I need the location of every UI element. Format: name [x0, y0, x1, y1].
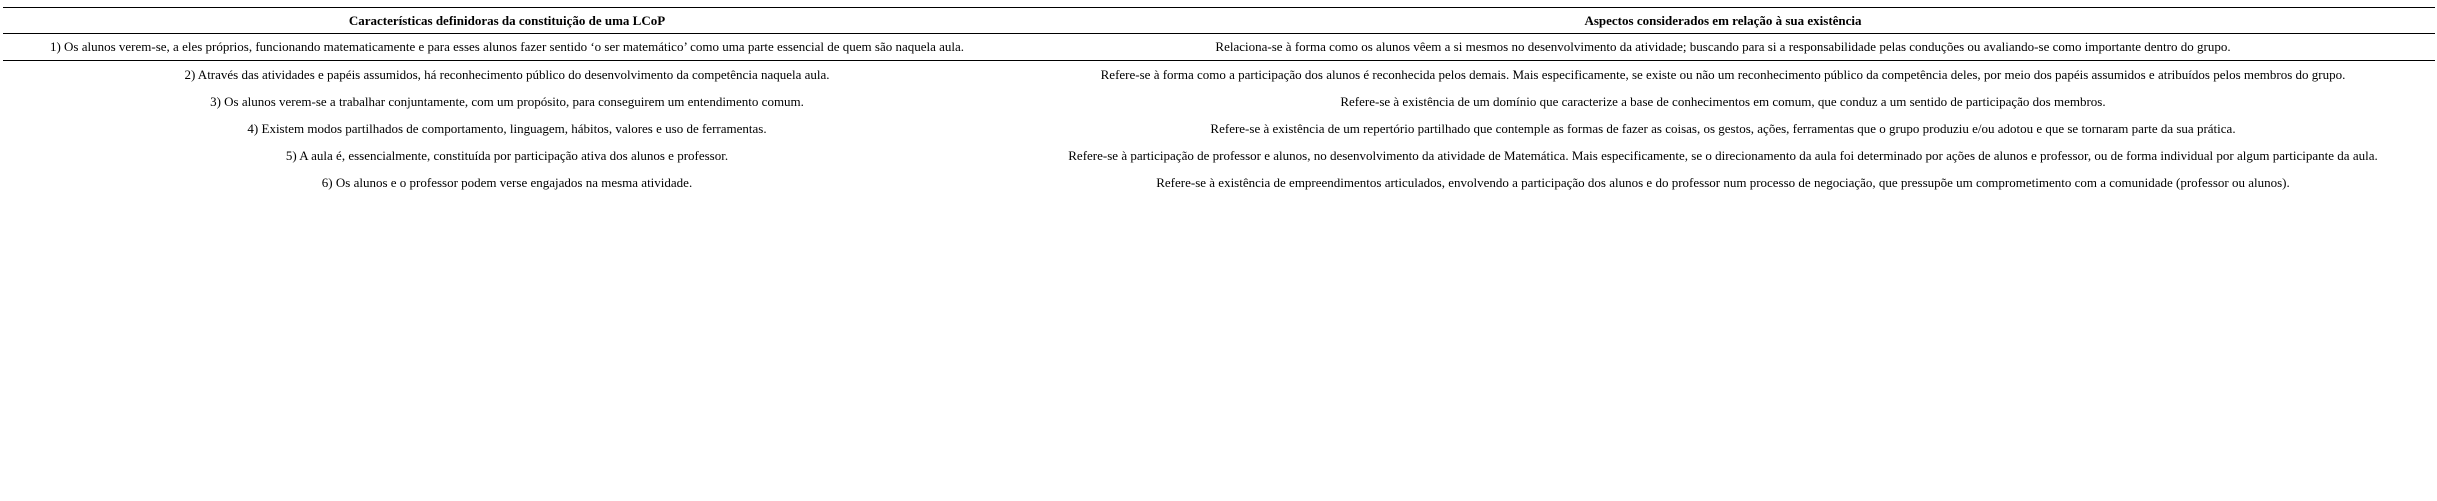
characteristic-cell: 6) Os alunos e o professor podem verse engajados na mesma atividade. — [321, 174, 693, 190]
aspect-cell: Refere-se à forma como a participação dos alunos é reconhecida pelos demais. Mais especificamente, se existe ou não um reconhecimento público da competência deles, por meio dos papéis assumidos e atribuídos pelos membros do grupo. — [1100, 66, 2346, 82]
table-header — [3, 8, 2435, 34]
table-row — [3, 169, 2435, 196]
characteristic-cell: 1) Os alunos verem-se, a eles próprios, funcionando matematicamente e para esses alunos fazer sentido ‘o ser matemático’ como uma parte essencial de quem são naquela aula. — [49, 39, 965, 54]
aspect-cell: Refere-se à existência de um repertório partilhado que contemple as formas de fazer as coisas, os gestos, ações, ferramentas que o grupo produziu e/ou adotou e que se tornaram parte da sua prática. — [1210, 120, 2236, 136]
aspect-cell: Relaciona-se à forma como os alunos vêem a si mesmos no desenvolvimento da atividade; buscando para si a responsabilidade pelas conduções ou avaliando-se como importante dentro do grupo. — [1215, 39, 2231, 54]
characteristic-cell: 4) Existem modos partilhados de comportamento, linguagem, hábitos, valores e uso de ferramentas. — [247, 120, 767, 136]
header-characteristics: Características definidoras da constituição de uma LCoP — [348, 12, 666, 28]
table-row — [3, 34, 2435, 61]
characteristic-cell: 5) A aula é, essencialmente, constituída por participação ativa dos alunos e professor. — [285, 147, 729, 163]
characteristic-cell: 3) Os alunos verem-se a trabalhar conjuntamente, com um propósito, para conseguirem um entendimento comum. — [210, 93, 804, 109]
characteristic-cell: 2) Através das atividades e papéis assumidos, há reconhecimento público do desenvolvimento da competência naquela aula. — [184, 66, 830, 82]
table-row — [3, 61, 2435, 89]
header-aspects: Aspectos considerados em relação à sua existência — [1584, 12, 1862, 28]
aspect-cell: Refere-se à existência de empreendimentos articulados, envolvendo a participação dos alunos e do professor num processo de negociação, que pressupõe um comprometimento com a comunidade (professor ou alunos). — [1156, 174, 2290, 190]
lcop-table-container — [3, 7, 2435, 196]
aspect-cell: Refere-se à participação de professor e alunos, no desenvolvimento da atividade de Matemática. Mais especificamente, se o direcionamento da aula foi determinado por ações de alunos e professor, ou de forma individual por algum participante da aula. — [1068, 147, 2378, 163]
table-row — [3, 142, 2435, 169]
header-row — [3, 8, 2435, 34]
table-row — [3, 115, 2435, 142]
table-body — [3, 34, 2435, 197]
lcop-characteristics-table — [3, 7, 2435, 196]
table-row — [3, 88, 2435, 115]
aspect-cell: Refere-se à existência de um domínio que caracterize a base de conhecimentos em comum, que conduz a um sentido de participação dos membros. — [1340, 93, 2106, 109]
